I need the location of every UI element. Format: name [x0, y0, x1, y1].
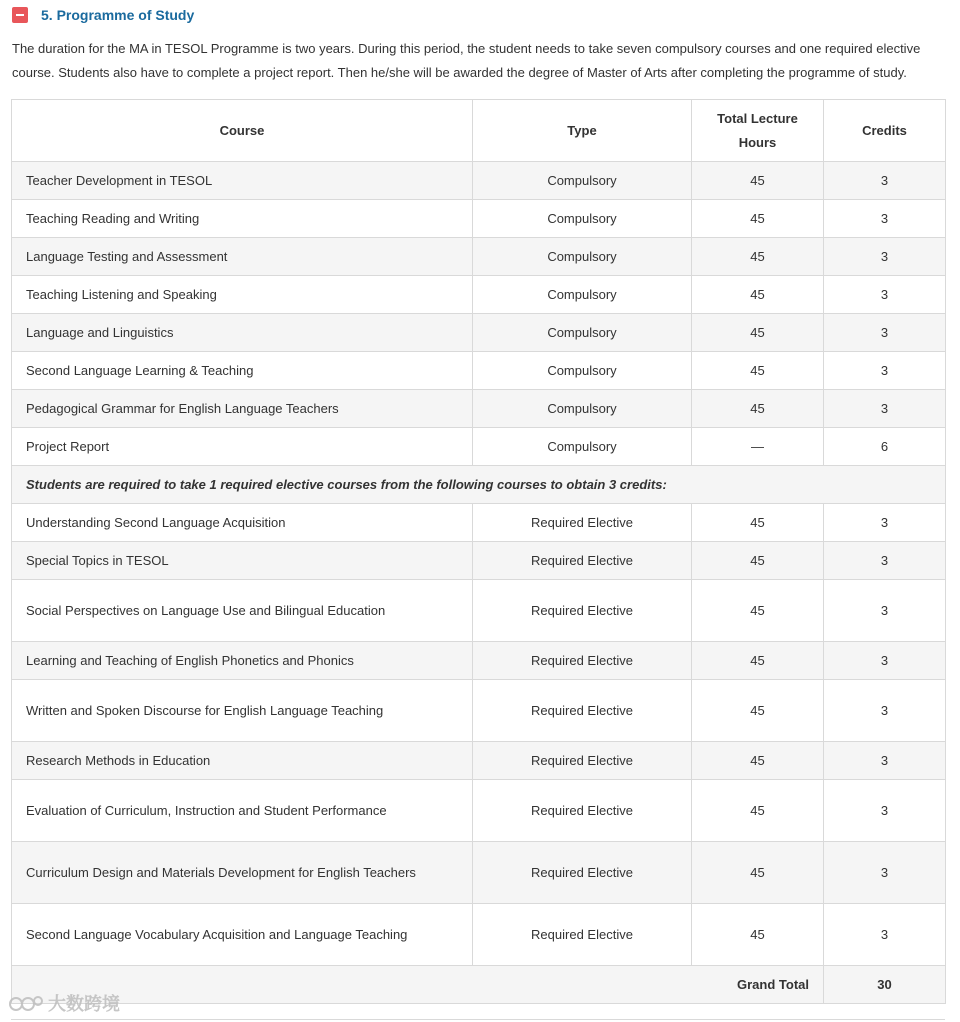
hours-cell: 45 — [692, 276, 824, 314]
table-header-row — [12, 100, 946, 162]
credits-cell: 3 — [824, 314, 946, 352]
course-cell: Language and Linguistics — [12, 314, 473, 352]
header-credits: Credits — [824, 100, 946, 162]
section-header — [12, 5, 194, 25]
hours-cell: 45 — [692, 542, 824, 580]
header-hours: Total Lecture Hours — [692, 100, 824, 162]
credits-cell: 3 — [824, 162, 946, 200]
hours-cell: 45 — [692, 314, 824, 352]
type-cell: Required Elective — [473, 504, 692, 542]
table-row — [12, 780, 946, 842]
divider — [11, 1019, 945, 1020]
hours-cell: 45 — [692, 504, 824, 542]
hours-cell: 45 — [692, 390, 824, 428]
table-row — [12, 314, 946, 352]
hours-cell: 45 — [692, 842, 824, 904]
type-cell: Compulsory — [473, 314, 692, 352]
elective-note-row — [12, 466, 946, 504]
credits-cell: 6 — [824, 428, 946, 466]
type-cell: Compulsory — [473, 276, 692, 314]
elective-note: Students are required to take 1 required elective courses from the following courses to obtain 3 credits: — [12, 466, 946, 504]
hours-cell: 45 — [692, 200, 824, 238]
table-row — [12, 390, 946, 428]
hours-cell: 45 — [692, 162, 824, 200]
type-cell: Required Elective — [473, 642, 692, 680]
course-cell: Project Report — [12, 428, 473, 466]
table-row — [12, 680, 946, 742]
course-cell: Written and Spoken Discourse for English Language Teaching — [12, 680, 473, 742]
course-cell: Evaluation of Curriculum, Instruction and Student Performance — [12, 780, 473, 842]
table-body — [12, 162, 946, 1004]
table-row — [12, 542, 946, 580]
table-row — [12, 200, 946, 238]
type-cell: Compulsory — [473, 162, 692, 200]
table-row — [12, 580, 946, 642]
type-cell: Required Elective — [473, 542, 692, 580]
table-row — [12, 162, 946, 200]
type-cell: Compulsory — [473, 390, 692, 428]
minus-icon — [16, 14, 24, 16]
credits-cell: 3 — [824, 580, 946, 642]
credits-cell: 3 — [824, 742, 946, 780]
credits-cell: 3 — [824, 542, 946, 580]
course-cell: Research Methods in Education — [12, 742, 473, 780]
table-row — [12, 642, 946, 680]
watermark — [8, 990, 120, 1016]
intro-paragraph: The duration for the MA in TESOL Programme is two years. During this period, the student needs to take seven compulsory courses and one required elective course. Students also have to complete a project report. Then he/she will be awarded the degree of Master of Arts after completing the programme of study. — [12, 41, 921, 80]
type-cell: Compulsory — [473, 238, 692, 276]
header-type: Type — [473, 100, 692, 162]
credits-cell: 3 — [824, 276, 946, 314]
credits-cell: 3 — [824, 680, 946, 742]
course-cell: Language Testing and Assessment — [12, 238, 473, 276]
type-cell: Required Elective — [473, 904, 692, 966]
credits-cell: 3 — [824, 842, 946, 904]
table-row — [12, 352, 946, 390]
section-title: 5. Programme of Study — [41, 7, 195, 23]
type-cell: Required Elective — [473, 742, 692, 780]
grand-total-value: 30 — [824, 966, 946, 1004]
course-cell: Teaching Listening and Speaking — [12, 276, 473, 314]
type-cell: Compulsory — [473, 428, 692, 466]
credits-cell: 3 — [824, 238, 946, 276]
grand-total-label: Grand Total — [12, 966, 824, 1004]
hours-cell: 45 — [692, 352, 824, 390]
collapse-button[interactable] — [12, 7, 28, 23]
watermark-text: 大数跨境 — [48, 994, 120, 1014]
hours-cell: 45 — [692, 238, 824, 276]
course-cell: Second Language Learning & Teaching — [12, 352, 473, 390]
course-cell: Second Language Vocabulary Acquisition and Language Teaching — [12, 904, 473, 966]
course-cell: Curriculum Design and Materials Development for English Teachers — [12, 842, 473, 904]
type-cell: Required Elective — [473, 842, 692, 904]
type-cell: Compulsory — [473, 200, 692, 238]
course-cell: Teaching Reading and Writing — [12, 200, 473, 238]
grand-total-row — [12, 966, 946, 1004]
table-row — [12, 904, 946, 966]
credits-cell: 3 — [824, 390, 946, 428]
hours-cell: 45 — [692, 580, 824, 642]
course-cell: Understanding Second Language Acquisition — [12, 504, 473, 542]
credits-cell: 3 — [824, 352, 946, 390]
course-cell: Pedagogical Grammar for English Language Teachers — [12, 390, 473, 428]
table-row — [12, 504, 946, 542]
course-cell: Teacher Development in TESOL — [12, 162, 473, 200]
hours-cell: 45 — [692, 904, 824, 966]
hours-cell: — — [692, 428, 824, 466]
type-cell: Required Elective — [473, 680, 692, 742]
credits-cell: 3 — [824, 780, 946, 842]
credits-cell: 3 — [824, 200, 946, 238]
credits-cell: 3 — [824, 642, 946, 680]
type-cell: Compulsory — [473, 352, 692, 390]
hours-cell: 45 — [692, 642, 824, 680]
credits-cell: 3 — [824, 904, 946, 966]
credits-cell: 3 — [824, 504, 946, 542]
table-row — [12, 842, 946, 904]
course-cell: Special Topics in TESOL — [12, 542, 473, 580]
watermark-logo-icon — [8, 993, 44, 1013]
table-row — [12, 238, 946, 276]
header-course: Course — [12, 100, 473, 162]
table-row — [12, 276, 946, 314]
table-row — [12, 742, 946, 780]
type-cell: Required Elective — [473, 580, 692, 642]
course-cell: Social Perspectives on Language Use and Bilingual Education — [12, 580, 473, 642]
course-cell: Learning and Teaching of English Phonetics and Phonics — [12, 642, 473, 680]
type-cell: Required Elective — [473, 780, 692, 842]
table-row — [12, 428, 946, 466]
hours-cell: 45 — [692, 780, 824, 842]
hours-cell: 45 — [692, 680, 824, 742]
hours-cell: 45 — [692, 742, 824, 780]
courses-table — [11, 99, 946, 1004]
